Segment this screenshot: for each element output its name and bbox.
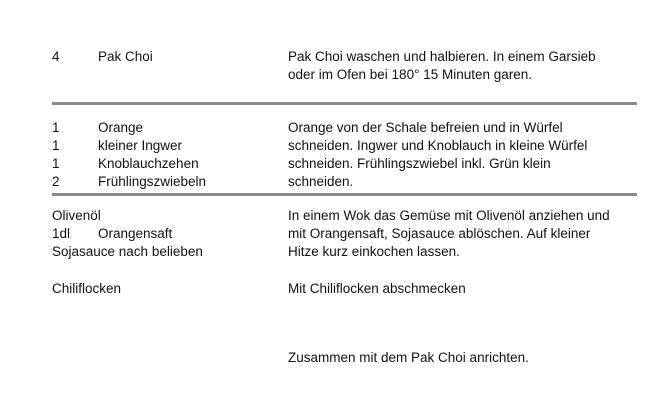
instruction-line: Pak Choi waschen und halbieren. In einem Garsieb bbox=[288, 49, 596, 64]
section-divider bbox=[52, 102, 637, 105]
instruction-line: schneiden. Ingwer und Knoblauch in kleine Würfel bbox=[288, 138, 588, 153]
ingredient-qty: 1dl bbox=[52, 226, 71, 241]
ingredient-qty: 2 bbox=[52, 174, 60, 189]
ingredient-qty: 1 bbox=[52, 120, 60, 135]
instruction-line: schneiden. bbox=[288, 174, 354, 189]
instruction-line: mit Orangensaft, Sojasauce ablöschen. Auf kleiner bbox=[288, 226, 591, 241]
instruction-line: oder im Ofen bei 180° 15 Minuten garen. bbox=[288, 67, 533, 82]
section-divider bbox=[52, 193, 637, 196]
instruction-line: Hitze kurz einkochen lassen. bbox=[288, 244, 460, 259]
ingredient-oil: Olivenöl bbox=[52, 208, 101, 223]
instruction-line: schneiden. Frühlingszwiebel inkl. Grün klein bbox=[288, 156, 551, 171]
ingredient-name: kleiner Ingwer bbox=[98, 138, 183, 153]
instruction-chili: Mit Chiliflocken abschmecken bbox=[288, 281, 466, 296]
ingredient-qty: 1 bbox=[52, 138, 60, 153]
ingredient-chili: Chiliflocken bbox=[52, 281, 122, 296]
ingredient-name: Orange bbox=[98, 120, 144, 135]
ingredient-name: Orangensaft bbox=[98, 226, 173, 241]
ingredient-name: Frühlingszwiebeln bbox=[98, 174, 207, 189]
instruction-serve: Zusammen mit dem Pak Choi anrichten. bbox=[288, 350, 529, 365]
ingredient-soy: Sojasauce nach belieben bbox=[52, 244, 203, 259]
ingredient-name: Pak Choi bbox=[98, 49, 153, 64]
instruction-line: In einem Wok das Gemüse mit Olivenöl anziehen und bbox=[288, 208, 610, 223]
ingredient-name: Knoblauchzehen bbox=[98, 156, 199, 171]
instruction-line: Orange von der Schale befreien und in Würfel bbox=[288, 120, 563, 135]
ingredient-qty: 4 bbox=[52, 49, 60, 64]
ingredient-qty: 1 bbox=[52, 156, 60, 171]
